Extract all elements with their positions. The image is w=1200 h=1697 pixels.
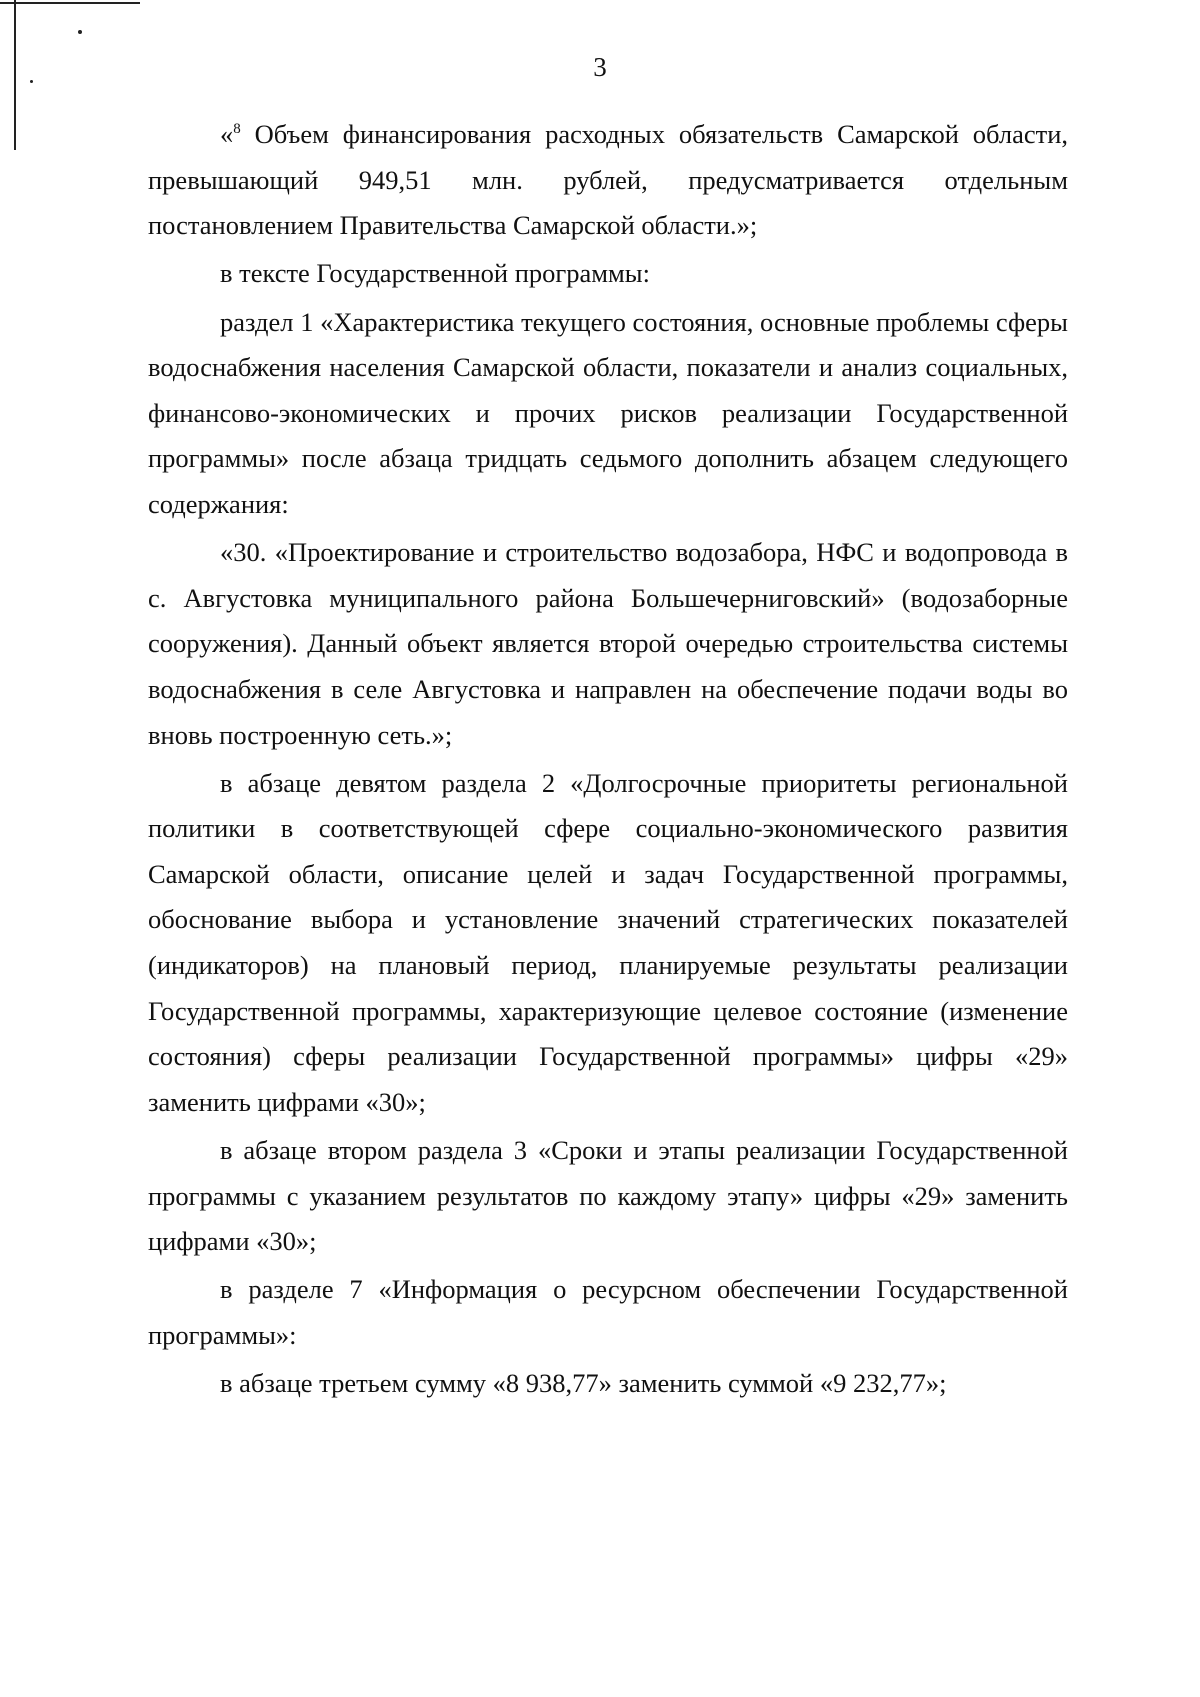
paragraph-8: в абзаце третьем сумму «8 938,77» заменить суммой «9 232,77»; <box>220 1368 947 1399</box>
footnote-marker: 8 <box>233 121 241 137</box>
paragraph-4: «30. «Проектирование и строительство водозабора, НФС и водопровода в с. Августовка муниципального района Большечерниговский» (водозаборные сооружения). Данный объект является второй очередью строительства системы водоснабжения в селе Августовка и направлен на обеспечение подачи воды во вновь построенную сеть.»; <box>148 537 1068 750</box>
document-body <box>148 112 1068 1409</box>
paragraph-5: в абзаце девятом раздела 2 «Долгосрочные приоритеты региональной политики в соответствующей сфере социально-экономического развития Самарской области, описание целей и задач Государственной программы, обоснование выбора и установление значений стратегических показателей (индикаторов) на плановый период, планируемые результаты реализации Государственной программы, характеризующие целевое состояние (изменение состояния) сферы реализации Государственной программы» цифры «29» заменить цифрами «30»; <box>148 767 1068 1117</box>
paragraph-6: в абзаце втором раздела 3 «Сроки и этапы реализации Государственной программы с указанием результатов по каждому этапу» цифры «29» заменить цифрами «30»; <box>148 1135 1068 1257</box>
paragraph-3: раздел 1 «Характеристика текущего состояния, основные проблемы сферы водоснабжения населения Самарской области, показатели и анализ социальных, финансово-экономических и прочих рисков реализации Государственной программы» после абзаца тридцать седьмого дополнить абзацем следующего содержания: <box>148 306 1068 519</box>
paragraph-1: «$^8$ Объем финансирования расходных обязательств Самарской области, превышающий 949,51 млн. рублей, предусматривается отдельным постановлением Правительства Самарской области.»; <box>148 119 1068 241</box>
scan-speck <box>78 30 82 34</box>
paragraph-2: в тексте Государственной программы: <box>220 258 650 289</box>
scan-edge-top <box>0 2 140 4</box>
page-number: 3 <box>593 52 607 82</box>
paragraph-7: в разделе 7 «Информация о ресурсном обеспечении Государственной программы»: <box>148 1274 1068 1350</box>
